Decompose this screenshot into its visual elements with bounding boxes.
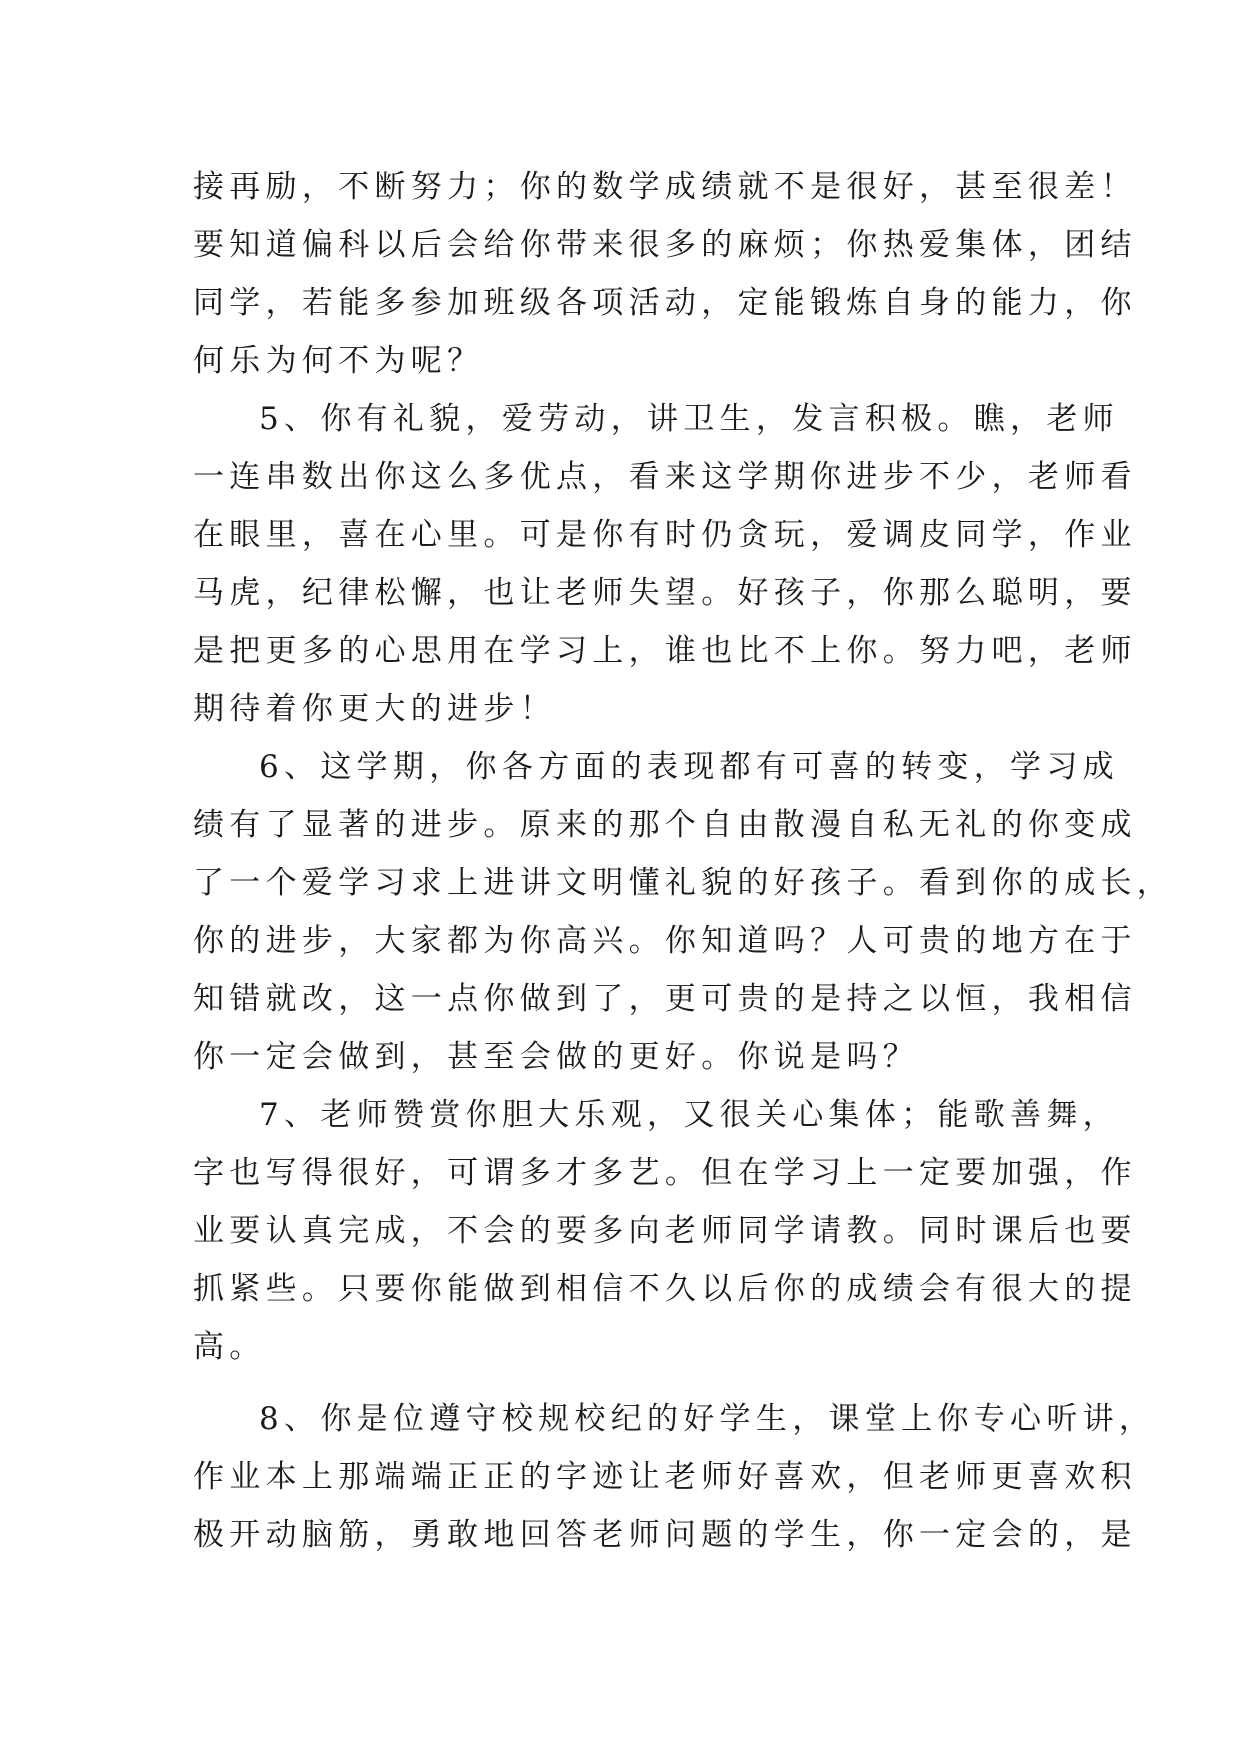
text-line: 绩有了显著的进步。原来的那个自由散漫自私无礼的你变成 xyxy=(193,807,1137,843)
text-line: 字也写得很好，可谓多才多艺。但在学习上一定要加强，作 xyxy=(193,1155,1137,1191)
text-line: 高。 xyxy=(193,1329,266,1365)
text-line: 期待着你更大的进步！ xyxy=(193,691,556,727)
text-line: 接再励，不断努力；你的数学成绩就不是很好，甚至很差！ xyxy=(193,169,1137,205)
text-line: 在眼里，喜在心里。可是你有时仍贪玩，爱调皮同学，作业 xyxy=(193,517,1137,553)
text-line: 了一个爱学习求上进讲文明懂礼貌的好孩子。看到你的成长， xyxy=(193,865,1174,901)
text-line: 要知道偏科以后会给你带来很多的麻烦；你热爱集体，团结 xyxy=(193,227,1137,263)
paragraph-6-first-line: 6、这学期，你各方面的表现都有可喜的转变，学习成 xyxy=(259,749,1119,785)
text-line: 抓紧些。只要你能做到相信不久以后你的成绩会有很大的提 xyxy=(193,1271,1137,1307)
text-line: 何乐为何不为呢？ xyxy=(193,343,484,379)
text-line: 同学，若能多参加班级各项活动，定能锻炼自身的能力，你 xyxy=(193,285,1137,321)
paragraph-5-first-line: 5、你有礼貌，爱劳动，讲卫生，发言积极。瞧，老师 xyxy=(259,401,1119,437)
text-line: 一连串数出你这么多优点，看来这学期你进步不少，老师看 xyxy=(193,459,1137,495)
text-line: 是把更多的心思用在学习上，谁也比不上你。努力吧，老师 xyxy=(193,633,1137,669)
paragraph-7-first-line: 7、老师赞赏你胆大乐观，又很关心集体；能歌善舞， xyxy=(259,1097,1119,1133)
text-line: 马虎，纪律松懈，也让老师失望。好孩子，你那么聪明，要 xyxy=(193,575,1137,611)
paragraph-8-first-line: 8、你是位遵守校规校纪的好学生，课堂上你专心听讲， xyxy=(259,1401,1156,1437)
text-line: 业要认真完成，不会的要多向老师同学请教。同时课后也要 xyxy=(193,1213,1137,1249)
text-line: 知错就改，这一点你做到了，更可贵的是持之以恒，我相信 xyxy=(193,981,1137,1017)
document-body xyxy=(193,158,1174,1564)
text-line: 作业本上那端端正正的字迹让老师好喜欢，但老师更喜欢积 xyxy=(193,1459,1137,1495)
text-line: 极开动脑筋，勇敢地回答老师问题的学生，你一定会的，是 xyxy=(193,1517,1137,1553)
text-line: 你的进步，大家都为你高兴。你知道吗？人可贵的地方在于 xyxy=(193,923,1137,959)
text-line: 你一定会做到，甚至会做的更好。你说是吗？ xyxy=(193,1039,919,1075)
